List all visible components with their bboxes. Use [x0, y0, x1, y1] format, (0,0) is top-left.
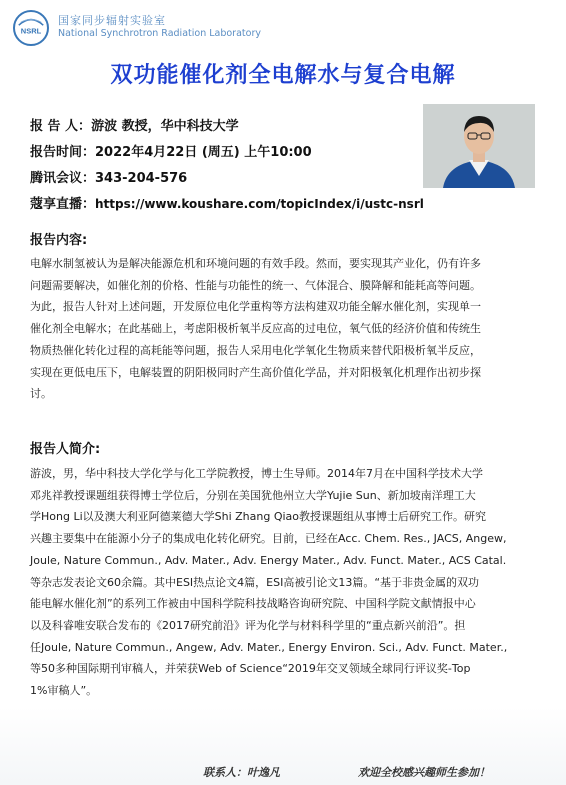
live-line: [30, 193, 424, 212]
welcome-note: 欢迎全校感兴趣师生参加！: [358, 766, 490, 779]
lab-name-cn: 国家同步辐射实验室: [58, 14, 166, 27]
time-line: [30, 141, 312, 160]
bio-line: 任Joule, Nature Commun., Angew, Adv. Mater., Energy Environ. Sci., Adv. Funct. Mater.,: [30, 640, 508, 654]
meeting-line: [30, 167, 187, 186]
bio-line: 1%审稿人”。: [30, 684, 98, 698]
bio-line: 以及科睿唯安联合发布的《2017研究前沿》评为化学与材料科学里的“重点新兴前沿”。担: [30, 618, 466, 632]
bio-paragraph: [30, 463, 540, 702]
speaker-label: 报 告 人：: [30, 119, 92, 134]
speaker-photo: [423, 104, 535, 188]
bio-line: 等杂志发表论文60余篇。其中ESI热点论文4篇，ESI高被引论文13篇。“基于非贵金属的双功: [30, 575, 480, 589]
bio-line: 游波，男，华中科技大学化学与化工学院教授，博士生导师。2014年7月在中国科学技术大学: [30, 467, 483, 480]
time-value: 2022年4月22日 (周五) 上午10:00: [95, 145, 312, 160]
talk-title: 双功能催化剂全电解水与复合电解: [110, 63, 456, 88]
bio-line: Joule, Nature Commun., Adv. Mater., Adv. Energy Mater., Adv. Funct. Mater., ACS Catal.: [30, 553, 507, 567]
bio-line: 邓兆祥教授课题组获得博士学位后，分别在美国犹他州立大学Yujie Sun、新加坡南洋理工大: [30, 488, 476, 502]
speaker-line: [30, 115, 239, 134]
content-line: 实现在更低电压下，电解装置的阴阳极同时产生高价值化学品，并对阳极氧化机理作出初步探: [30, 365, 481, 379]
meeting-label: 腾讯会议：: [30, 171, 96, 186]
content-line: 电解水制氢被认为是解决能源危机和环境问题的有效手段。然而，要实现其产业化，仍有许多: [30, 257, 481, 270]
content-paragraph: [30, 253, 540, 405]
live-url[interactable]: https://www.koushare.com/topicIndex/i/ustc-nsrl: [95, 197, 424, 211]
time-label: 报告时间：: [30, 145, 96, 160]
bio-heading: 报告人简介:: [30, 442, 101, 457]
nsrl-logo: [13, 10, 49, 46]
bio-line: 等50多种国际期刊审稿人，并荣获Web of Science“2019年交叉领域全球同行评议奖-Top: [30, 662, 471, 676]
bio-line: 学Hong Li以及澳大利亚阿德莱德大学Shi Zhang Qiao教授课题组从事博士后研究工作。研究: [30, 510, 487, 524]
bio-line: 能电解水催化剂”的系列工作被由中国科学院科技战略咨询研究院、中国科学院文献情报中心: [30, 597, 476, 611]
content-line: 问题需要解决，如催化剂的价格、性能与功能性的统一、气体混合、膜降解和能耗高等问题。: [30, 278, 481, 292]
lab-name-en: National Synchrotron Radiation Laboratory: [58, 28, 261, 39]
contact-person: 联系人：叶逸凡: [203, 766, 280, 779]
content-line: 为此，报告人针对上述问题，开发原位电化学重构等方法构建双功能全解水催化剂，实现单一: [30, 300, 481, 314]
nsrl-logo-icon: [15, 11, 47, 45]
content-line: 催化剂全电解水；在此基础上，考虑阳极析氧半反应高的过电位，氧气低的经济价值和传统生: [30, 322, 481, 336]
speaker-value: 游波 教授，华中科技大学: [91, 119, 239, 134]
content-heading: 报告内容:: [30, 233, 88, 248]
meeting-id: 343-204-576: [95, 171, 188, 186]
bio-line: 兴趣主要集中在能源小分子的集成电化转化研究。目前，已经在Acc. Chem. Res., JACS, Angew,: [30, 532, 507, 546]
speaker-portrait-icon: [423, 104, 535, 188]
logo-text: NSRL: [20, 26, 42, 36]
content-line: 物质热催化转化过程的高耗能等问题，报告人采用电化学氧化生物质来替代阳极析氧半反应，: [30, 343, 481, 357]
live-label: 蔻享直播：: [30, 197, 96, 212]
content-line: 讨。: [30, 387, 52, 401]
